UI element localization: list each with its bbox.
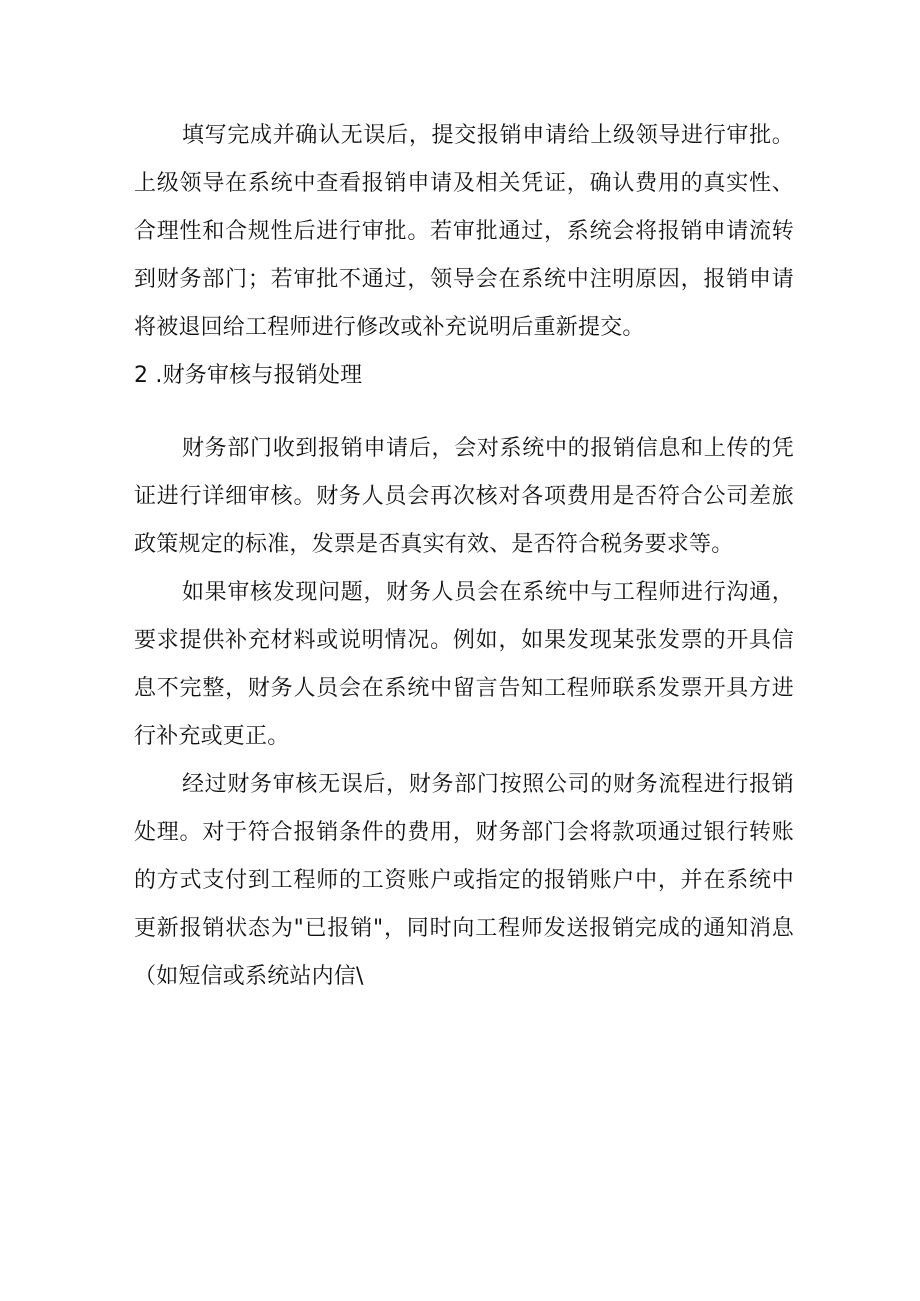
document-body [134,112,794,1001]
paragraph-finance-audit: 财务部门收到报销申请后，会对系统中的报销信息和上传的凭证进行详细审核。财务人员会再次核对各项费用是否符合公司差旅政策规定的标准，发票是否真实有效、是否符合税务要求等。 [134,436,794,557]
paragraph-issue-handling: 如果审核发现问题，财务人员会在系统中与工程师进行沟通，要求提供补充材料或说明情况。例如，如果发现某张发票的开具信息不完整，财务人员会在系统中留言告知工程师联系发票开具方进行补充或更正。 [134,580,794,749]
paragraph-approval: 填写完成并确认无误后，提交报销申请给上级领导进行审批。上级领导在系统中查看报销申请及相关凭证，确认费用的真实性、合理性和合规性后进行审批。若审批通过，系统会将报销申请流转到财务部门；若审批不通过，领导会在系统中注明原因，报销申请将被退回给工程师进行修改或补充说明后重新提交。 [134,123,794,340]
paragraph-reimbursement-processing: 经过财务审核无误后，财务部门按照公司的财务流程进行报销处理。对于符合报销条件的费用，财务部门会将款项通过银行转账的方式支付到工程师的工资账户或指定的报销账户中，并在系统中更新报销状态为"已报销"，同时向工程师发送报销完成的通知消息（如短信或系统站内信\ [134,772,794,989]
section-heading-finance-review: 2 .财务审核与报销处理 [134,363,363,388]
